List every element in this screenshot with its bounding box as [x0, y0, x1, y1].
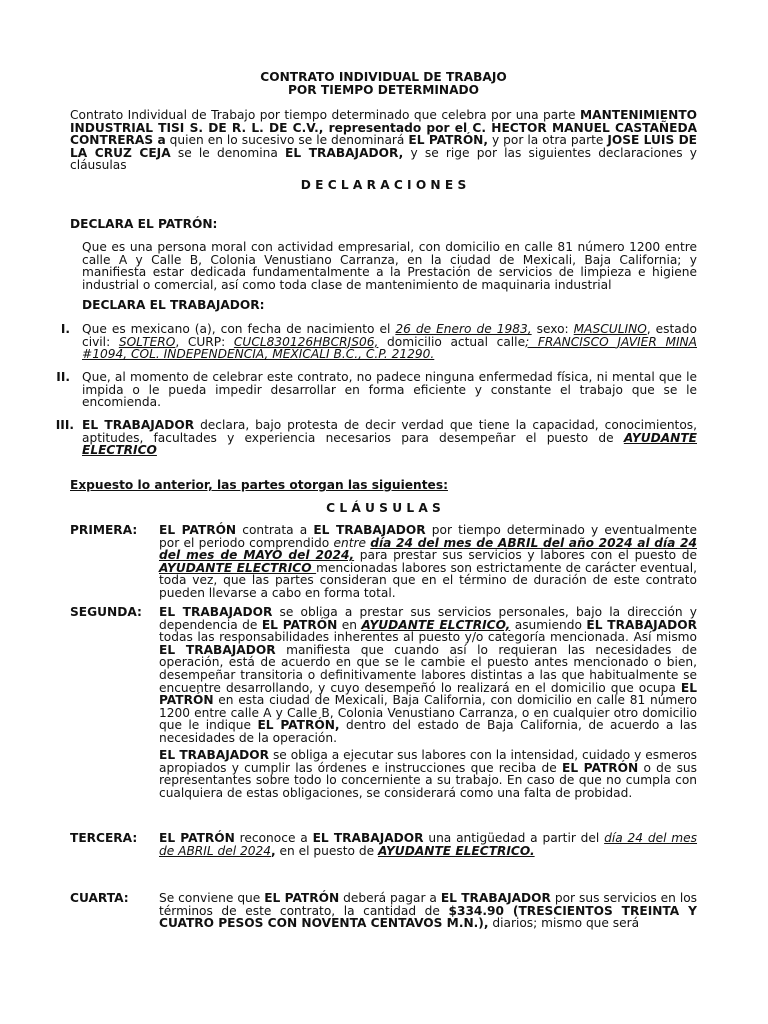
number-text: III. — [55, 418, 74, 432]
text: reconoce a — [234, 831, 313, 845]
job-title: AYUDANTE ELCTRICO, — [361, 617, 511, 632]
number-text: I. — [60, 322, 70, 336]
civil-status: SOLTERO — [118, 334, 176, 349]
label-text: TERCERA: — [70, 831, 138, 845]
intro-text: y por la otra parte — [488, 133, 608, 148]
label-text: SEGUNDA: — [70, 605, 142, 619]
text: manifiesta que cuando así lo requieran las necesidades de operación, está de acuerdo en que se le cambie el puesto antes mencionado o bien, desempeñar transitoria o definitivamente labores distintas a las que habitualmente se encuentre desarrollando, y cuyo desempeñó lo realizará en el domicilio que ocupa — [159, 642, 698, 695]
clause-tercera-text — [159, 832, 697, 857]
patron-term: EL PATRÓN — [562, 760, 639, 775]
patron-term: EL PATRÓN — [159, 831, 235, 845]
declara-patron-text: Que es una persona moral con actividad empresarial, con domicilio en calle 81 número 1200 entre calle A y Calle B, Colonia Venustiano Carranza, en la ciudad de Mexicali, Baja California; y manifiesta estar dedicada fundamentalmente a la Prestación de servicios de limpieza e higiene industrial o comercial, así como toda clase de mantenimiento de maquinaria industrial — [82, 240, 697, 292]
text: sexo: — [531, 322, 574, 336]
declara-trabajador-heading — [82, 299, 697, 312]
declaration-i-text — [82, 323, 697, 361]
text: mencionadas labores son estrictamente de carácter eventual, toda vez, que las partes consideran que en el término de duración de este contrato pueden llevarse a cabo en forma total. — [159, 560, 697, 600]
declara-patron-heading — [70, 218, 697, 231]
patron-term: EL PATRÓN, — [408, 133, 489, 148]
text: por sus servicios en los términos de este contrato, la cantidad de — [159, 891, 698, 918]
text: se obliga a ejecutar sus labores con la intensidad, cuidado y esmeros apropiados y cumplir las órdenes e instrucciones que reciba de — [159, 748, 698, 775]
worker-name: JOSE LUIS DE LA CRUZ CEJA — [70, 133, 698, 160]
clause-segunda-text-2 — [159, 749, 697, 799]
sex-value: MASCULINO — [573, 322, 647, 336]
clause-label-tercera — [70, 832, 137, 845]
declaration-number-ii — [50, 371, 70, 384]
curp-value: CUCL830126HBCRJS06, — [233, 334, 379, 349]
text: , — [271, 843, 276, 858]
clausulas-heading — [70, 502, 697, 515]
job-title: AYUDANTE ELECTRICO — [159, 560, 317, 575]
job-title: AYUDANTE ELECTRICO — [82, 430, 697, 458]
text: o de sus representantes sobre todo lo concerniente a su trabajo. En caso de que no cumpla con cualquiera de estas obligaciones, se considerará como una falta de probidad. — [159, 760, 697, 800]
intro-paragraph — [70, 109, 697, 172]
clause-label-segunda — [70, 606, 142, 619]
text: contrata a — [236, 523, 314, 537]
text: dentro del estado de Baja California, de acuerdo a las necesidades de la operación. — [159, 718, 697, 745]
declaraciones-heading — [70, 179, 697, 192]
heading-text: DECLARA EL PATRÓN: — [70, 217, 218, 231]
start-date: día 24 del mes de ABRIL del 2024 — [159, 831, 698, 858]
label-text: CUARTA: — [70, 891, 129, 905]
number-text: II. — [56, 370, 70, 384]
trabajador-term: EL TRABAJADOR — [159, 605, 273, 619]
expuesto-text: Expuesto lo anterior, las partes otorgan las siguientes: — [70, 478, 448, 492]
declaration-number-iii — [50, 419, 74, 432]
patron-term: EL PATRÓN, — [257, 718, 340, 733]
trabajador-term: EL TRABAJADOR — [312, 831, 424, 845]
text: en — [337, 617, 362, 632]
patron-term: EL PATRÓN — [159, 523, 237, 537]
intro-text: quien en lo sucesivo se le denominará — [165, 133, 409, 148]
trabajador-term: EL TRABAJADOR, — [285, 145, 404, 160]
text: Se conviene que — [159, 891, 265, 905]
contract-title — [70, 71, 697, 96]
text: se obliga a prestar sus servicios personales, bajo la dirección y dependencia de — [159, 605, 697, 632]
trabajador-term: EL TRABAJADOR — [159, 748, 270, 762]
text: Que es mexicano (a), con fecha de nacimiento el — [82, 322, 396, 336]
trabajador-term: EL TRABAJADOR — [313, 523, 426, 537]
text: por tiempo determinado y eventualmente por el periodo comprendido — [159, 523, 697, 550]
trabajador-term: EL TRABAJADOR — [586, 617, 697, 632]
birth-date: 26 de Enero de 1983, — [395, 322, 532, 336]
intro-text: Contrato Individual de Trabajo por tiempo determinado que celebra por una parte — [70, 108, 576, 122]
clause-label-cuarta — [70, 892, 129, 905]
trabajador-term: EL TRABAJADOR — [440, 891, 551, 905]
text: , estado civil: — [82, 322, 697, 349]
text: en esta ciudad de Mexicali, Baja California, con domicilio en calle 81 número 1200 entre calle A y Calle B, Colonia Venustiano Carranza, o en cualquier otro domicilio que le indique — [159, 693, 697, 733]
text: asumiendo — [510, 617, 587, 632]
text: , CURP: — [175, 334, 234, 349]
salary-amount: $334.90 (TRESCIENTOS TREINTA Y CUATRO PESOS CON NOVENTA CENTAVOS M.N.), — [159, 903, 697, 931]
patron-term: EL PATRÓN — [264, 891, 340, 905]
text: una antigüedad a partir del — [423, 831, 605, 845]
title-line-2: POR TIEMPO DETERMINADO — [288, 82, 479, 97]
trabajador-term: EL TRABAJADOR — [159, 642, 276, 657]
heading-text: DECLARA EL TRABAJADOR: — [82, 298, 265, 312]
label-text: PRIMERA: — [70, 523, 138, 537]
text: diarios; mismo que será — [488, 916, 640, 931]
worker-address: ; FRANCISCO JAVIER MINA #1094, COL. INDEPENDENCIA, MEXICALI B.C., C.P. 21290. — [82, 334, 698, 362]
text: domicilio actual calle — [378, 334, 526, 349]
company-name: MANTENIMIENTO INDUSTRIAL TISI S. DE R. L. DE C.V., representado por el C. HECTOR MANUEL CASTAÑEDA CONTRERAS a — [70, 108, 698, 148]
title-line-1: CONTRATO INDIVIDUAL DE TRABAJO — [260, 70, 507, 84]
intro-text: y se rige por las siguientes declaraciones y cláusulas — [70, 145, 697, 173]
job-title: AYUDANTE ELECTRICO. — [377, 843, 535, 858]
contract-period: día 24 del mes de ABRIL del año 2024 al día 24 del mes de MAYO del 2024, — [159, 535, 697, 563]
clause-cuarta-text — [159, 892, 697, 930]
expuesto-line — [70, 479, 697, 492]
text: todas las responsabilidades inherentes al puesto y/o categoría mencionada. Así mismo — [159, 630, 697, 645]
clause-segunda-text — [159, 606, 697, 745]
text: en el puesto de — [275, 843, 378, 858]
intro-text: se le denomina — [170, 145, 286, 160]
patron-term: EL PATRÓN — [261, 617, 338, 632]
declaration-iii-text — [82, 419, 697, 457]
text: declara, bajo protesta de decir verdad que tiene la capacidad, conocimientos, aptitudes, facultades y experiencia necesarios para desempeñar el puesto de — [82, 418, 698, 445]
declaration-number-i — [50, 323, 70, 336]
patron-term: EL PATRÓN — [159, 680, 697, 708]
text: entre — [333, 535, 366, 550]
clause-label-primera — [70, 524, 137, 537]
trabajador-term: EL TRABAJADOR — [82, 418, 195, 432]
text: deberá pagar a — [339, 891, 441, 905]
text: para prestar sus servicios y labores con el puesto de — [354, 548, 697, 563]
heading-text: D E C L A R A C I O N E S — [300, 178, 467, 192]
heading-text: C L Á U S U L A S — [326, 501, 441, 515]
declaration-ii-text: Que, al momento de celebrar este contrato, no padece ninguna enfermedad física, ni mental que le impida o le pueda impedir desarrollar en forma eficiente y constante el trabajo que se le encomienda. — [82, 370, 697, 410]
clause-primera-text — [159, 524, 697, 600]
